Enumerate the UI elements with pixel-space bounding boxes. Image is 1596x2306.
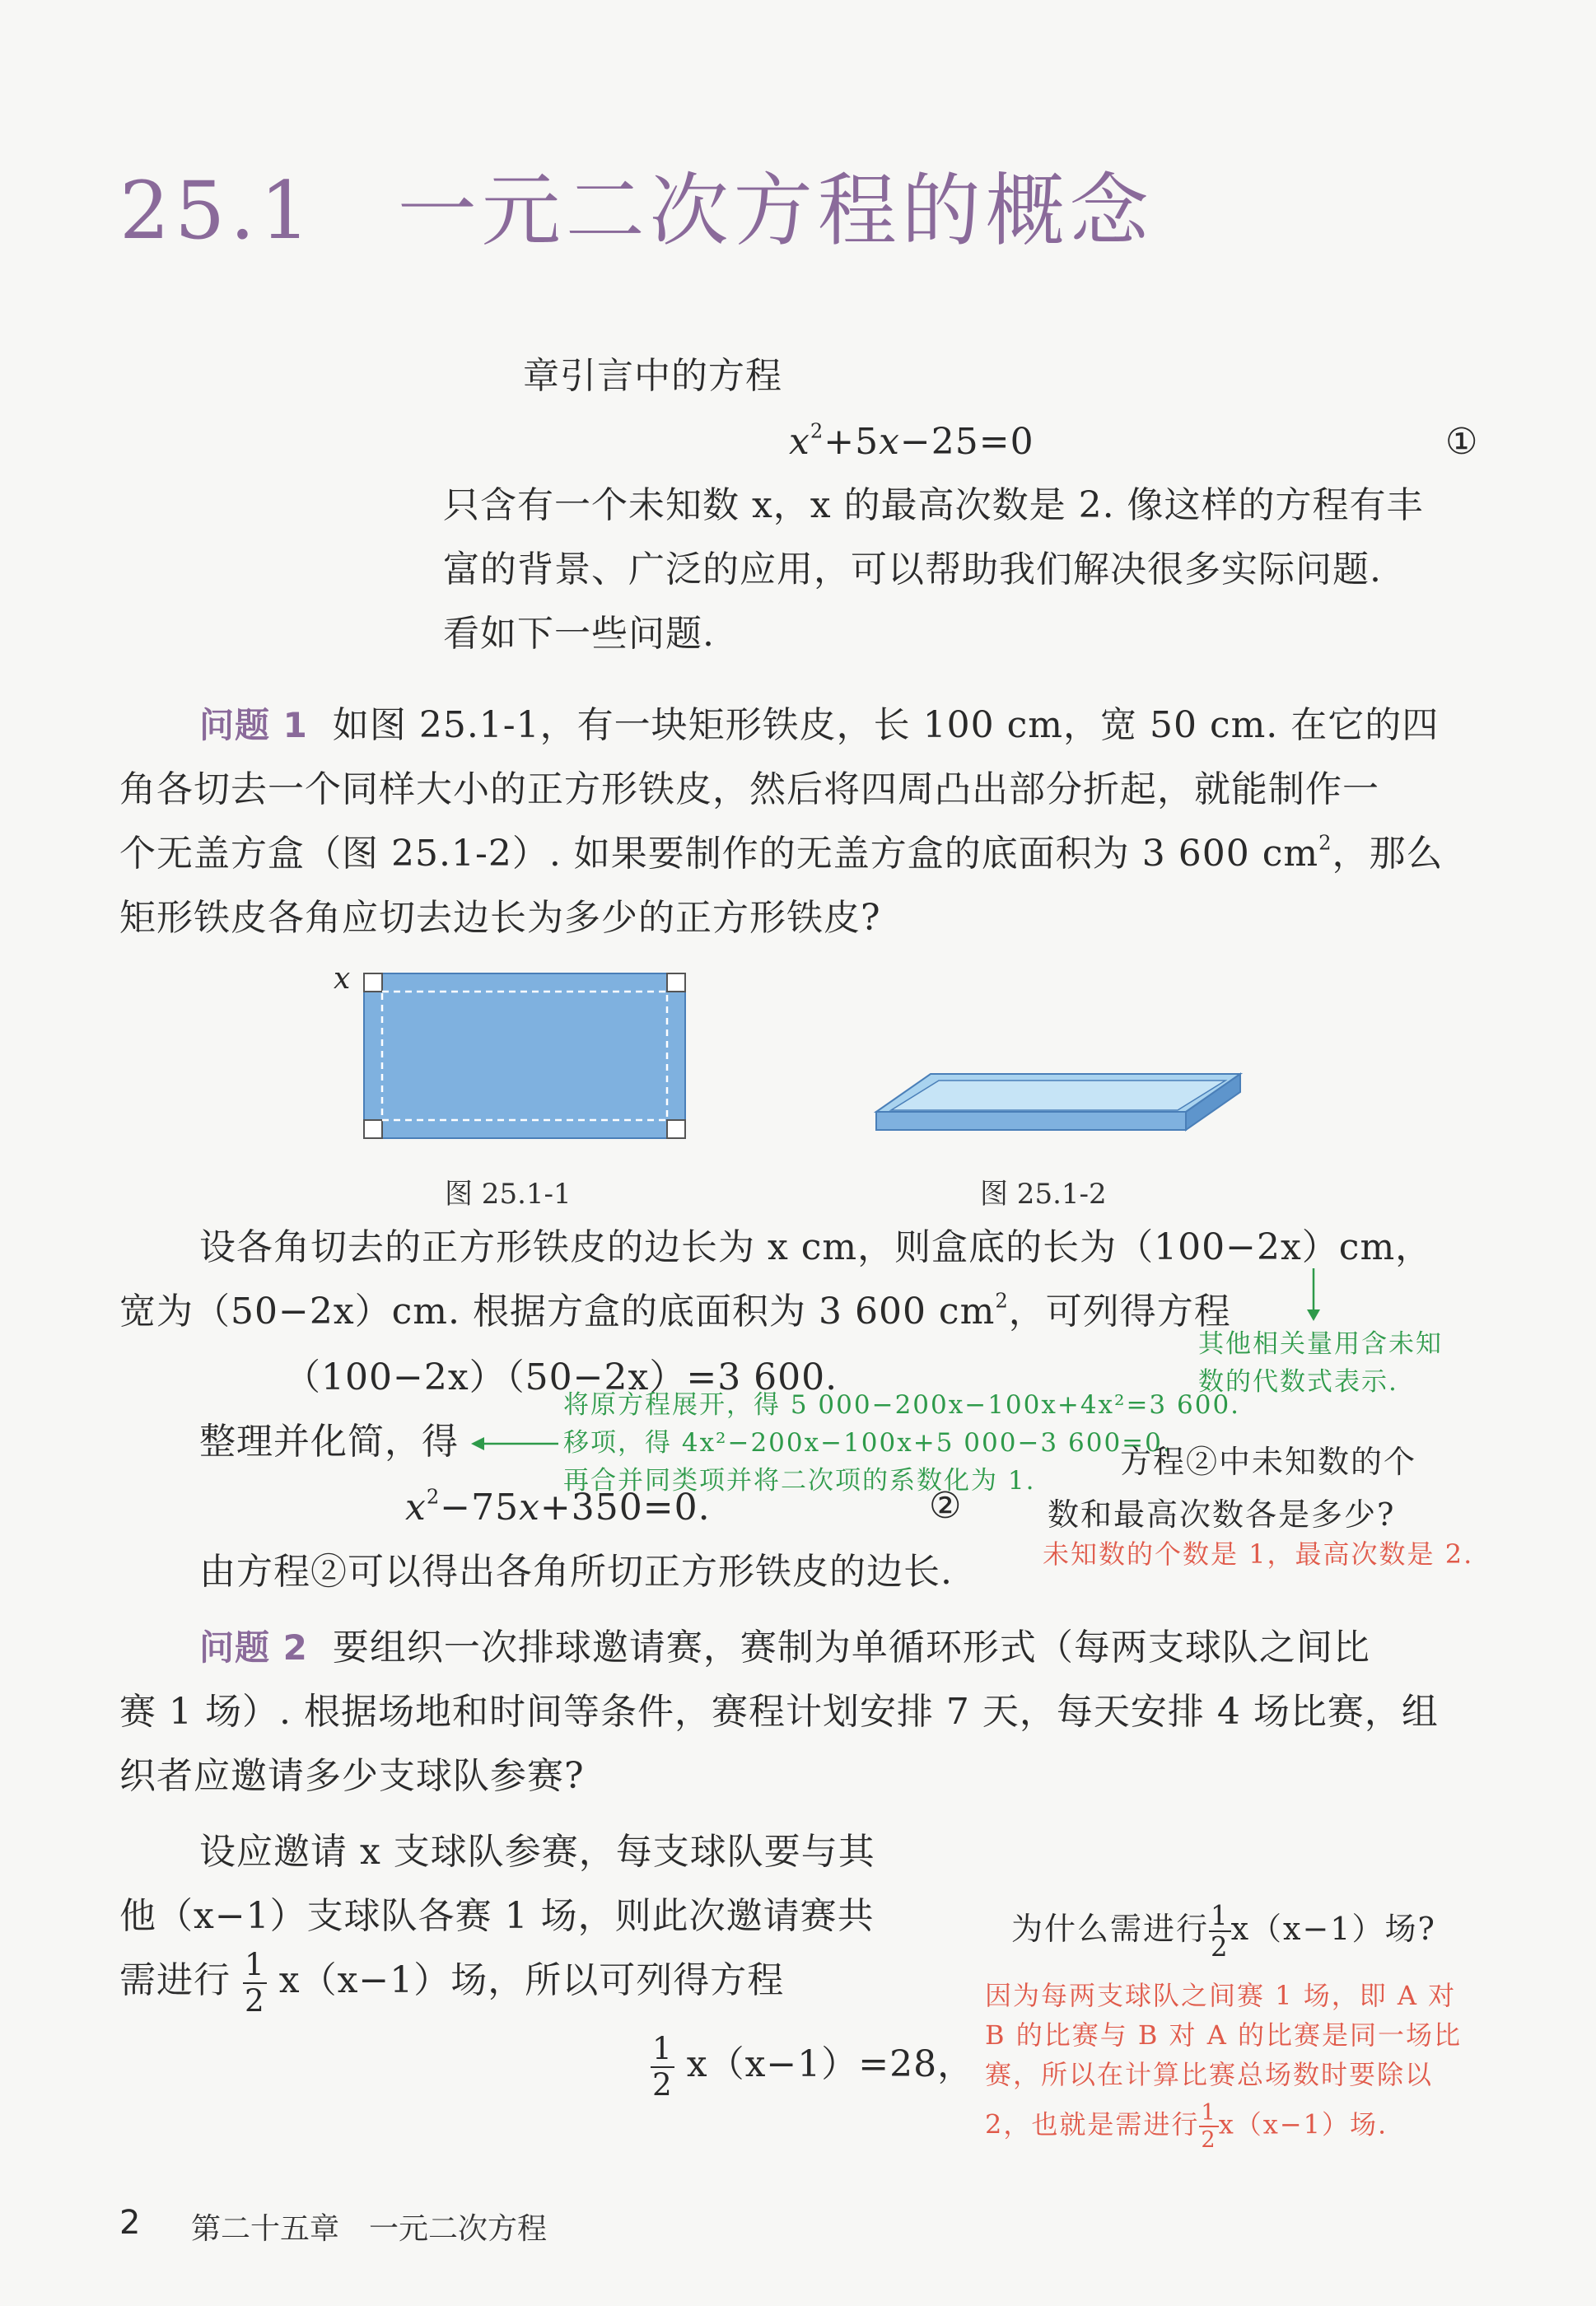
chapter-footer: 第二十五章 一元二次方程 — [191, 2212, 548, 2246]
solution-2-line-1: 设应邀请 x 支球队参赛，每支球队要与其 — [199, 1831, 875, 1873]
problem-1-line-4: 矩形铁皮各角应切去边长为多少的正方形铁皮? — [119, 897, 881, 939]
answer-2-line-3: 赛，所以在计算比赛总场数时要除以 — [985, 2059, 1434, 2090]
question-1-line-1: 方程②中未知数的个 — [1120, 1444, 1417, 1480]
problem-2-line-1 — [199, 1616, 1370, 1680]
question-2-pre: 为什么需进行 — [1011, 1910, 1210, 1947]
solution-2-line-3 — [119, 1946, 785, 2019]
solution-1-text-2a: 宽为（50−2x）cm. 根据方盒的底面积为 3 600 cm — [119, 1291, 996, 1333]
section-heading: 一元二次方程的概念 — [397, 165, 1154, 257]
answer-2-line-4 — [985, 2100, 1388, 2154]
equation-3 — [651, 2030, 975, 2103]
problem-2-line-3: 织者应邀请多少支球队参赛? — [119, 1755, 585, 1797]
figure-1-variable-label: x — [334, 962, 351, 996]
page-number: 2 — [119, 2204, 141, 2242]
question-1-line-2: 数和最高次数各是多少? — [1048, 1496, 1396, 1533]
problem-2-line-2: 赛 1 场）. 根据场地和时间等条件，赛程计划安排 7 天，每天安排 4 场比赛，组 — [119, 1691, 1439, 1733]
equation-2-marker: ② — [929, 1485, 963, 1527]
equation-3-text: x（x−1）=28， — [686, 2043, 975, 2085]
section-title — [119, 148, 1154, 261]
solution-1-text-2b: ，可列得方程 — [1008, 1291, 1231, 1333]
intro-line-2: 富的背景、广泛的应用，可以帮助我们解决很多实际问题. — [443, 548, 1382, 591]
problem-1-text-3a: 个无盖方盒（图 25.1-2）. 如果要制作的无盖方盒的底面积为 3 600 cm — [119, 833, 1319, 875]
equation-1-marker: ① — [1445, 421, 1479, 463]
intro-line-1: 只含有一个未知数 x，x 的最高次数是 2. 像这样的方程有丰 — [443, 484, 1424, 526]
solution-2-text-3-post: x（x−1）场，所以可列得方程 — [278, 1959, 785, 2001]
answer-1: 未知数的个数是 1，最高次数是 2. — [1043, 1538, 1474, 1570]
section-number: 25.1 — [119, 165, 315, 257]
solution-1-line-2: 宽为（50−2x）cm. 根据方盒的底面积为 3 600 $cm^2$，可列得方程 — [119, 1289, 1231, 1333]
question-2 — [1011, 1902, 1436, 1961]
problem-1-line-3: 个无盖方盒（图 25.1-2）. 如果要制作的无盖方盒的底面积为 3 600 $cm^2$，那么 — [119, 831, 1444, 875]
equation-product: （100−2x）（50−2x）=3 600. — [284, 1356, 838, 1398]
figure-1-caption: 图 25.1-1 — [445, 1178, 572, 1211]
problem-1-text-1: 如图 25.1-1，有一块矩形铁皮，长 100 cm，宽 50 cm. 在它的四 — [332, 704, 1440, 746]
note-transpose: 移项，得 4x²−200x−100x+5 000−3 600=0. — [563, 1428, 1173, 1458]
problem-1-text-3b: ，那么 — [1332, 833, 1444, 875]
arrow-left-icon — [469, 1431, 560, 1456]
equation-1: $x^2+5x-25=0$ — [789, 419, 1034, 463]
intro-line-3: 看如下一些问题. — [443, 613, 715, 655]
fraction-one-half: $\frac{1}{2}$ — [1201, 2100, 1217, 2154]
note-related-quantities-1: 其他相关量用含未知 — [1198, 1329, 1443, 1359]
problem-2-text-1: 要组织一次排球邀请赛，赛制为单循环形式（每两支球队之间比 — [332, 1627, 1370, 1669]
figure-2-open-box — [873, 1071, 1244, 1137]
problem-1-line-1 — [199, 693, 1439, 758]
figure-2-caption: 图 25.1-2 — [980, 1178, 1107, 1211]
solution-1-line-1: 设各角切去的正方形铁皮的边长为 x cm，则盒底的长为（100−2x）cm， — [199, 1226, 1433, 1268]
answer-2-post: x（x−1）场. — [1218, 2108, 1388, 2140]
fraction-one-half: $\frac{1}{2}$ — [1211, 1900, 1230, 1963]
arrow-down-icon — [1301, 1267, 1326, 1324]
problem-1-line-2: 角各切去一个同样大小的正方形铁皮，然后将四周凸出部分折起，就能制作一 — [119, 768, 1379, 810]
answer-2-line-1: 因为每两支球队之间赛 1 场，即 A 对 — [985, 1980, 1457, 2011]
note-expand: 将原方程展开，得 5 000−200x−100x+4x²=3 600. — [563, 1390, 1241, 1420]
intro-lead: 章引言中的方程 — [523, 355, 782, 397]
simplify-text: 整理并化简，得 — [199, 1421, 459, 1463]
problem-1-label: 问题 1 — [199, 705, 308, 745]
solution-2-text-3-pre: 需进行 — [119, 1959, 231, 2001]
fraction-one-half: $\frac{1}{2}$ — [652, 2030, 673, 2103]
problem-2-label: 问题 2 — [199, 1627, 308, 1668]
question-2-post: x（x−1）场? — [1230, 1910, 1436, 1947]
answer-2-pre: 2，也就是需进行 — [985, 2108, 1200, 2140]
equation-2: $x^2-75x+350=0$. — [405, 1485, 711, 1529]
fraction-one-half: $\frac{1}{2}$ — [245, 1946, 265, 2019]
answer-2-line-2: B 的比赛与 B 对 A 的比赛是同一场比 — [985, 2019, 1463, 2051]
solution-1-conclusion: 由方程②可以得出各角所切正方形铁皮的边长. — [199, 1551, 953, 1593]
note-combine: 再合并同类项并将二次项的系数化为 1. — [563, 1466, 1036, 1496]
solution-2-line-2: 他（x−1）支球队各赛 1 场，则此次邀请赛共 — [119, 1895, 875, 1937]
note-related-quantities-2: 数的代数式表示. — [1198, 1367, 1398, 1397]
figure-1-flat-sheet — [361, 970, 690, 1143]
